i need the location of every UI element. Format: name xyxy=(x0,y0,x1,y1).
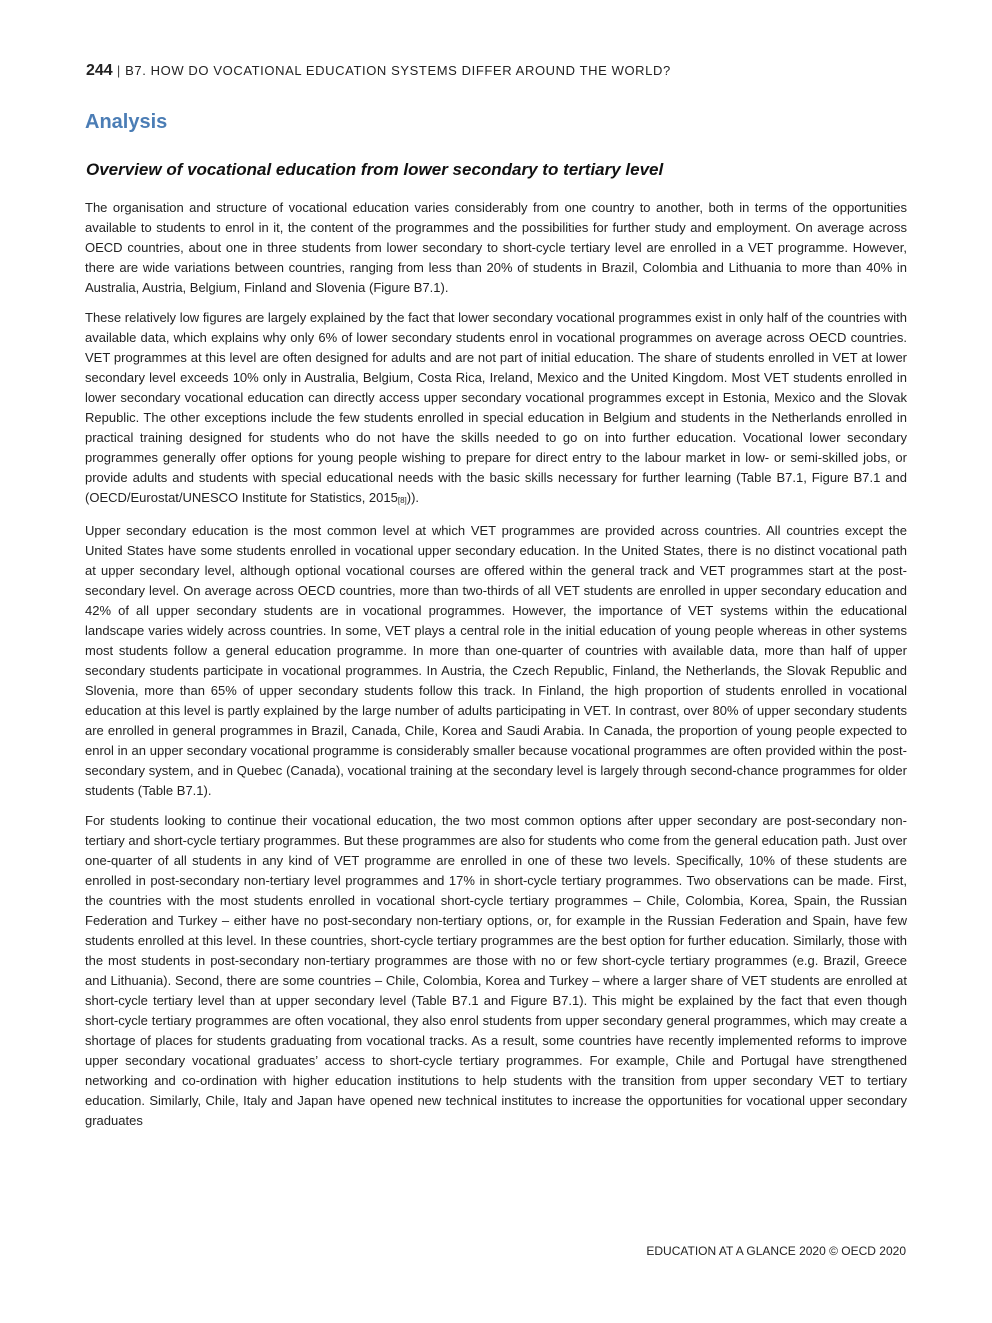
paragraph-2-text: These relatively low figures are largely explained by the fact that lower secondary vocational programmes exist in only half of the countries with available data, which explains why only 6% of lower secondary students enrol in vocational programmes on average across OECD countries. VET programmes at this level are often designed for adults and are not part of initial education. The share of students enrolled in VET at lower secondary level exceeds 10% only in Australia, Belgium, Costa Rica, Ireland, Mexico and the United Kingdom. Most VET students enrolled in lower secondary vocational education can directly access upper secondary vocational programmes except in Estonia, Mexico and the Slovak Republic. The other exceptions include the few students enrolled in special education in Belgium and students in the Netherlands enrolled in practical training designed for students who do not have the skills needed to go on into further education. Vocational lower secondary programmes generally offer options for young people wishing to prepare for direct entry to the labour market in low- or semi-skilled jobs, or provide adults and students with special educational needs with the basic skills necessary for further learning (Table B7.1, Figure B7.1 and (OECD/Eurostat/UNESCO Institute for Statistics, 2015 xyxy=(85,310,907,505)
paragraph-2-end: )). xyxy=(406,490,420,505)
subsection-title: Overview of vocational education from lower secondary to tertiary level xyxy=(86,160,664,179)
paragraph-4: For students looking to continue their vocational education, the two most common options after upper secondary are post-secondary non-tertiary and short-cycle tertiary programmes. But these programmes are also for students who come from the general education path. Just over one-quarter of all students in any kind of VET programme are enrolled in one of these two levels. Specifically, 10% of these students are enrolled in post-secondary non-tertiary level programmes and 17% in short-cycle tertiary programmes. Two observations can be made. First, the countries with the most students enrolled in vocational short-cycle tertiary programmes – Chile, Colombia, Korea, Spain, the Russian Federation and Turkey – either have no post-secondary non-tertiary options, or, for example in the Russian Federation and Spain, have few students enrolled at this level. In these countries, short-cycle tertiary programmes are the best option for further education. Similarly, those with the most students in post-secondary non-tertiary programmes are those with no or few short-cycle tertiary programmes (e.g. Brazil, Greece and Lithuania). Second, there are some countries – Chile, Colombia, Korea and Turkey – where a larger share of VET students are enrolled at short-cycle tertiary level than at upper secondary level (Table B7.1 and Figure B7.1). This might be explained by the fact that even though short-cycle tertiary programmes are often vocational, they also enrol students from upper secondary general programmes, which may create a shortage of places for students graduating from vocational tracks. As a result, some countries have recently implemented reforms to improve upper secondary vocational graduates’ access to short-cycle tertiary programmes. For example, Chile and Portugal have strengthened networking and co-ordination with higher education institutions to help students with the transition from upper secondary VET to tertiary education. Similarly, Chile, Italy and Japan have opened new technical institutes to increase the opportunities for vocational upper secondary graduates xyxy=(85,813,907,1128)
page-number: 244 xyxy=(86,62,113,79)
paragraph-2 xyxy=(85,308,907,511)
page-footer: EDUCATION AT A GLANCE 2020 © OECD 2020 xyxy=(646,1244,906,1258)
reference-link[interactable]: [8] xyxy=(397,496,407,505)
running-header xyxy=(86,62,671,80)
body-text xyxy=(85,198,907,1141)
chapter-title: B7. HOW DO VOCATIONAL EDUCATION SYSTEMS DIFFER AROUND THE WORLD? xyxy=(125,63,671,78)
paragraph-1: The organisation and structure of vocational education varies considerably from one country to another, both in terms of the opportunities available to students to enrol in it, the content of the programmes and the possibilities for further study and employment. On average across OECD countries, about one in three students from lower secondary to short-cycle tertiary level are enrolled in a VET programme. However, there are wide variations between countries, ranging from less than 20% of students in Brazil, Colombia and Lithuania to more than 40% in Australia, Austria, Belgium, Finland and Slovenia (Figure B7.1). xyxy=(85,200,907,295)
paragraph-3: Upper secondary education is the most common level at which VET programmes are provided across countries. All countries except the United States have some students enrolled in vocational upper secondary education. In the United States, there is no distinct vocational path at upper secondary level, although optional vocational courses are offered within the general track and VET programmes start at the post-secondary level. On average across OECD countries, more than two-thirds of all VET students are enrolled in upper secondary education and 42% of all upper secondary students are in vocational programmes. However, the importance of VET systems within the educational landscape varies widely across countries. In some, VET plays a central role in the initial education of young people whereas in other systems most students follow a general education programme. In more than one-quarter of countries with available data, more than half of upper secondary students participate in vocational programmes. In Austria, the Czech Republic, Finland, the Netherlands, the Slovak Republic and Slovenia, more than 65% of upper secondary students follow this track. In Finland, the high proportion of students enrolled in vocational education at this level is partly explained by the large number of adults participating in VET. In contrast, over 80% of upper secondary students are enrolled in general programmes in Brazil, Canada, Chile, Korea and Saudi Arabia. In Canada, the proportion of young people expected to enrol in an upper secondary vocational programme is considerably smaller because vocational programmes are often provided within the post-secondary system, and in Quebec (Canada), vocational training at the secondary level is largely through second-chance programmes for older students (Table B7.1). xyxy=(85,523,907,798)
section-title: Analysis xyxy=(85,111,168,133)
header-separator: | xyxy=(116,63,121,78)
